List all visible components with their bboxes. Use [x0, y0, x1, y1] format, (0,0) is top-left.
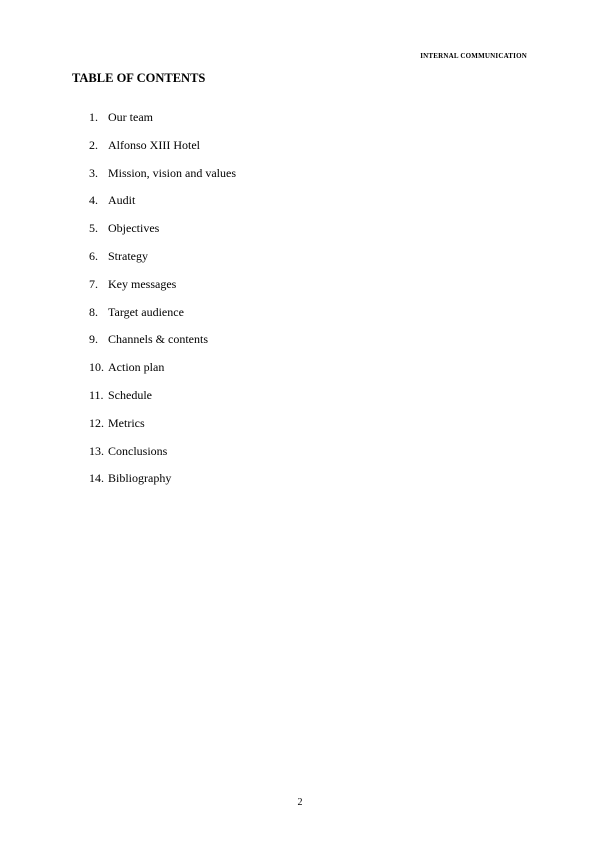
toc-item — [89, 471, 236, 499]
toc-item — [89, 110, 236, 138]
toc-item-label: Strategy — [108, 248, 148, 263]
toc-item — [89, 305, 236, 333]
toc-title: TABLE OF CONTENTS — [72, 71, 206, 85]
toc-item-number: 3. — [89, 165, 98, 180]
toc-item-number: 9. — [89, 332, 98, 347]
toc-item — [89, 249, 236, 277]
toc-item-label: Audit — [108, 193, 136, 208]
toc-item — [89, 138, 236, 166]
toc-item-number: 11. — [89, 387, 104, 402]
toc-item — [89, 166, 236, 194]
toc-item-number: 5. — [89, 221, 98, 236]
toc-item-label: Our team — [108, 110, 153, 124]
toc-item-label: Key messages — [108, 276, 177, 291]
toc-item-label: Schedule — [108, 387, 152, 402]
toc-item-label: Target audience — [108, 304, 184, 319]
toc-item-number: 1. — [89, 110, 98, 124]
toc-item-number: 4. — [89, 193, 98, 208]
toc-item-label: Bibliography — [108, 471, 172, 486]
toc-item-number: 6. — [89, 248, 98, 263]
toc-item-number: 12. — [89, 415, 104, 430]
toc-item-number: 7. — [89, 276, 98, 291]
toc-item-label: Alfonso XIII Hotel — [108, 137, 200, 152]
toc-item-number: 8. — [89, 304, 98, 319]
toc-item-number: 14. — [89, 471, 104, 486]
toc-item-label: Conclusions — [108, 443, 168, 458]
toc-item — [89, 277, 236, 305]
toc-item — [89, 444, 236, 472]
toc-item-label: Metrics — [108, 415, 145, 430]
page-number: 2 — [297, 797, 303, 808]
toc-item-number: 2. — [89, 137, 98, 152]
toc-item — [89, 416, 236, 444]
running-header: INTERNAL COMMUNICATION — [420, 52, 527, 60]
toc-item — [89, 388, 236, 416]
toc-item-label: Channels & contents — [108, 332, 208, 347]
toc-item-label: Mission, vision and values — [108, 165, 236, 180]
toc-item — [89, 332, 236, 360]
toc-item-number: 13. — [89, 443, 104, 458]
toc-item — [89, 193, 236, 221]
toc-list — [89, 110, 236, 499]
toc-item-label: Objectives — [108, 221, 160, 236]
toc-item — [89, 360, 236, 388]
toc-item-number: 10. — [89, 360, 104, 375]
toc-item-label: Action plan — [108, 360, 165, 375]
toc-item — [89, 221, 236, 249]
